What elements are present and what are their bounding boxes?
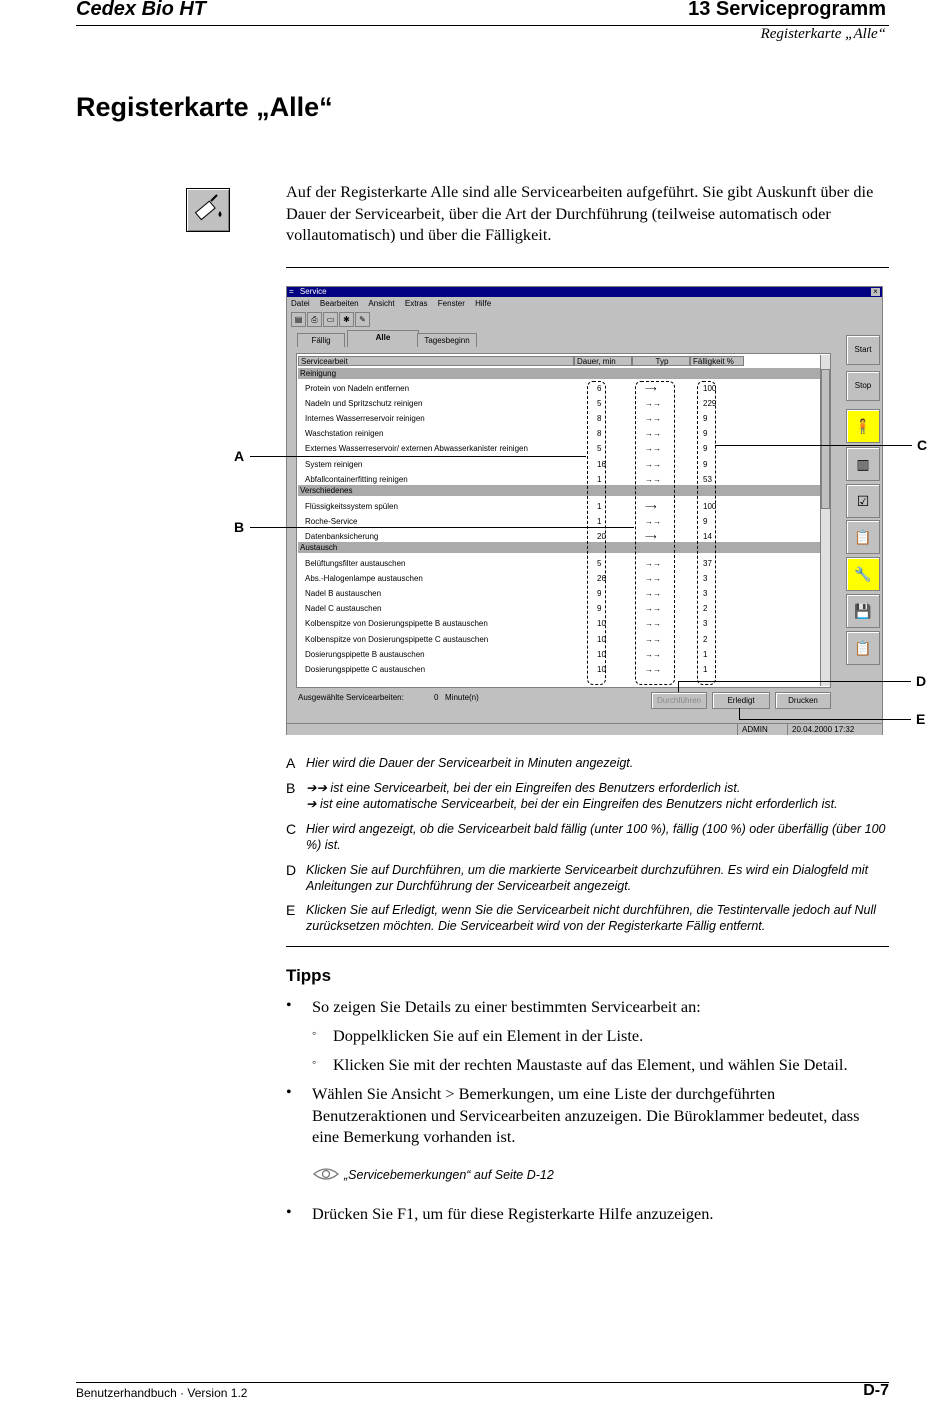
- row-duration: 20: [597, 531, 606, 541]
- header-chapter: 13 Serviceprogramm: [688, 0, 886, 20]
- callout-d-line: [678, 681, 911, 682]
- bullet: •: [286, 1204, 292, 1221]
- bullet: •: [286, 1084, 292, 1101]
- row-duration: 5: [597, 399, 602, 409]
- footer-rule: [76, 1382, 889, 1383]
- row-type: →→: [645, 649, 661, 659]
- footer-manual: Benutzerhandbuch · Version 1.2: [76, 1386, 248, 1400]
- table-row[interactable]: [297, 457, 822, 472]
- row-type: ⟶: [645, 501, 657, 511]
- menu-extras[interactable]: Extras: [404, 299, 428, 308]
- row-duration: 5: [597, 444, 602, 454]
- row-type: →→: [645, 474, 661, 484]
- callout-b-line: [250, 527, 634, 528]
- menu-edit[interactable]: Bearbeiten: [319, 299, 359, 308]
- intro-text: Auf der Registerkarte Alle sind alle Servicearbeiten aufgeführt. Sie gibt Auskunft über die Dauer der Servicearbeit, über die Art der Durchführung (teilweise automatisch oder vollautomatisch) und über die Fälligkeit.: [286, 182, 874, 244]
- row-type: →→: [645, 459, 661, 469]
- bullet: •: [286, 997, 292, 1014]
- cross-reference-link[interactable]: „Servicebemerkungen“ auf Seite D-12: [344, 1168, 554, 1182]
- row-task-name: Dosierungspipette C austauschen: [305, 664, 426, 674]
- service-tool-icon: [186, 188, 230, 232]
- tip-2: Wählen Sie Ansicht > Bemerkungen, um eine Liste der durchgeführten Benutzeraktionen und Servicearbeiten anzuzeigen. Die Büroklammer bedeutet, dass eine Bemerkung vorhanden ist.: [312, 1084, 860, 1146]
- highlight-due-column: [697, 381, 716, 685]
- legend-text: Klicken Sie auf Durchführen, um die markierte Servicearbeit durchzuführen. Es wird ein Dialogfeld mit Anleitungen zur Durchführung der Servicearbeit angezeigt.: [306, 863, 869, 893]
- callout-d: D: [916, 673, 927, 689]
- toolbar-screen-icon[interactable]: ▭: [323, 312, 338, 327]
- row-type: →→: [645, 559, 661, 568]
- start-button[interactable]: Start: [846, 335, 880, 365]
- col-header-due[interactable]: Fälligkeit %: [690, 356, 744, 366]
- section-rule: [286, 267, 889, 268]
- legend-text: Hier wird die Dauer der Servicearbeit in Minuten angezeigt.: [306, 756, 634, 770]
- row-type: →→: [645, 444, 661, 454]
- service-list[interactable]: [296, 353, 831, 688]
- row-task-name: Internes Wasserreservoir reinigen: [305, 414, 425, 424]
- menu-bar: [291, 299, 499, 308]
- legend-text: Hier wird angezeigt, ob die Servicearbeit bald fällig (unter 100 %), fällig (100 %) oder überfällig (über 100 %) ist.: [306, 822, 886, 852]
- callout-c-line: [715, 445, 912, 446]
- row-type: →→: [645, 429, 661, 439]
- row-due: 1: [703, 649, 708, 659]
- sub-bullet: ◦: [312, 1055, 317, 1069]
- legend-text: Klicken Sie auf Erledigt, wenn Sie die Servicearbeit nicht durchführen, die Testintervalle jedoch auf Null zurücksetzen möchten. Die Servicearbeit wird von der Registerkarte Fällig entfernt.: [306, 903, 876, 933]
- service-window-screenshot: [286, 286, 883, 735]
- group-header[interactable]: Verschiedenes: [298, 485, 822, 496]
- row-task-name: Protein von Nadeln entfernen: [305, 384, 410, 393]
- group-header[interactable]: Austausch: [298, 542, 822, 553]
- row-task-name: Roche-Service: [305, 516, 358, 526]
- row-type: →→: [645, 574, 661, 584]
- legend-text: ➔➔ ist eine Servicearbeit, bei der ein Eingreifen des Benutzers erforderlich ist.: [306, 781, 741, 795]
- toolbar-print-icon[interactable]: ⎙: [307, 312, 322, 327]
- row-duration: 10: [597, 664, 606, 674]
- row-type: →→: [645, 664, 661, 674]
- callout-a: A: [234, 448, 245, 464]
- header-subtitle: Registerkarte „Alle“: [760, 26, 886, 42]
- row-duration: 5: [597, 559, 602, 568]
- table-row[interactable]: [297, 411, 822, 426]
- close-icon[interactable]: ×: [871, 288, 880, 296]
- legend-text-2: ➔ ist eine automatische Servicearbeit, bei der ein Eingreifen des Benutzers nicht erforderlich ist.: [306, 797, 838, 811]
- checklist-icon[interactable]: ☑: [846, 484, 880, 518]
- toolbar-chart-icon[interactable]: ▤: [291, 312, 306, 327]
- row-duration: 10: [597, 634, 606, 644]
- col-header-task[interactable]: Servicearbeit: [298, 356, 574, 366]
- row-due: 9: [703, 414, 708, 424]
- row-duration: 1: [597, 516, 602, 526]
- footer-page-number: D-7: [863, 1382, 889, 1399]
- row-task-name: Kolbenspitze von Dosierungspipette B austauschen: [305, 619, 488, 629]
- table-row[interactable]: [297, 441, 822, 456]
- section-rule: [286, 946, 889, 947]
- row-type: →→: [645, 589, 661, 599]
- table-row[interactable]: [297, 571, 822, 586]
- legend-item-a: [286, 755, 889, 771]
- row-due: 100: [703, 501, 717, 511]
- group-header[interactable]: Reinigung: [298, 368, 822, 379]
- row-type: →→: [645, 399, 661, 409]
- row-duration: 8: [597, 429, 602, 439]
- row-due: 9: [703, 516, 708, 526]
- row-duration: 10: [597, 649, 606, 659]
- print-button[interactable]: Drucken: [775, 692, 831, 709]
- toolbar-alert-icon[interactable]: ✱: [339, 312, 354, 327]
- menu-help[interactable]: Hilfe: [475, 299, 492, 308]
- sub-bullet: ◦: [312, 1026, 317, 1040]
- operator-icon[interactable]: 🧍: [846, 409, 880, 443]
- row-duration: 16: [597, 459, 606, 469]
- legend-key: C: [286, 821, 297, 837]
- tip-3: Drücken Sie F1, um für diese Registerkarte Hilfe anzuzeigen.: [312, 1204, 714, 1223]
- table-row[interactable]: [297, 616, 822, 631]
- tips-heading: Tipps: [286, 966, 332, 985]
- table-row[interactable]: [297, 647, 822, 662]
- table-row[interactable]: [297, 586, 822, 601]
- row-task-name: Belüftungsfilter austauschen: [305, 559, 406, 568]
- row-duration: 9: [597, 589, 602, 599]
- row-due: 53: [703, 474, 712, 484]
- tip-1b: Klicken Sie mit der rechten Maustaste auf das Element, und wählen Sie Detail.: [333, 1055, 848, 1074]
- table-row[interactable]: [297, 601, 822, 616]
- done-button[interactable]: Erledigt: [712, 692, 770, 709]
- row-duration: 1: [597, 501, 602, 511]
- legend-key: B: [286, 780, 296, 796]
- row-task-name: Datenbanksicherung: [305, 531, 379, 541]
- row-type: →→: [645, 634, 661, 644]
- legend-item-b: [286, 780, 889, 812]
- row-type: →→: [645, 604, 661, 614]
- tab-alle[interactable]: Alle: [347, 330, 419, 347]
- row-type: ⟶: [645, 384, 657, 393]
- window-titlebar: [287, 287, 882, 297]
- callout-e: E: [916, 711, 926, 727]
- row-due: 9: [703, 429, 708, 439]
- service-tool-button-icon[interactable]: 🔧: [846, 557, 880, 591]
- execute-button[interactable]: Durchführen: [651, 692, 707, 709]
- tab-tagesbeginn[interactable]: Tagesbeginn: [417, 333, 477, 347]
- legend-item-c: [286, 821, 889, 853]
- row-due: 100: [703, 384, 717, 393]
- selected-tasks-value: 0: [434, 693, 439, 702]
- table-row[interactable]: [297, 426, 822, 441]
- row-due: 9: [703, 459, 708, 469]
- header-product: Cedex Bio HT: [76, 0, 207, 20]
- menu-window[interactable]: Fenster: [437, 299, 465, 308]
- callout-d-tick: [678, 681, 679, 692]
- row-type: →→: [645, 516, 661, 526]
- row-due: 1: [703, 664, 708, 674]
- window-menu-icon[interactable]: =: [289, 287, 294, 296]
- callout-a-line: [250, 456, 586, 457]
- row-due: 2: [703, 604, 708, 614]
- selected-tasks-unit: Minute(n): [445, 693, 479, 702]
- table-row[interactable]: [297, 381, 822, 396]
- save-disk-icon[interactable]: 💾: [846, 594, 880, 628]
- row-task-name: Abfallcontainerfitting reinigen: [305, 474, 408, 484]
- legend-key: D: [286, 862, 297, 878]
- row-task-name: Flüssigkeitssystem spülen: [305, 501, 398, 511]
- highlight-duration-column: [587, 381, 606, 685]
- row-task-name: Waschstation reinigen: [305, 429, 384, 439]
- status-bar: [287, 723, 882, 735]
- tab-faellig[interactable]: Fällig: [297, 333, 345, 347]
- row-task-name: Externes Wasserreservoir/ externen Abwasserkanister reinigen: [305, 444, 528, 454]
- scrollbar-thumb[interactable]: [821, 369, 830, 509]
- legend-item-d: [286, 862, 889, 894]
- row-task-name: Nadel B austauschen: [305, 589, 382, 599]
- tip-1: So zeigen Sie Details zu einer bestimmten Servicearbeit an:: [312, 997, 701, 1016]
- row-duration: 6: [597, 384, 602, 393]
- table-row[interactable]: [297, 632, 822, 647]
- callout-c: C: [917, 437, 928, 453]
- table-row[interactable]: [297, 662, 822, 677]
- row-due: 229: [703, 399, 717, 409]
- row-type: ⟶: [645, 531, 657, 541]
- row-due: 37: [703, 559, 712, 568]
- legend-key: A: [286, 755, 296, 771]
- table-row[interactable]: [297, 556, 822, 571]
- status-datetime: 20.04.2000 17:32: [787, 724, 854, 735]
- vertical-scrollbar[interactable]: [820, 355, 830, 686]
- page-title: Registerkarte „Alle“: [76, 92, 333, 122]
- legend-key: E: [286, 902, 296, 918]
- row-duration: 10: [597, 619, 606, 629]
- menu-view[interactable]: Ansicht: [368, 299, 395, 308]
- status-user: ADMIN: [737, 724, 786, 735]
- row-task-name: Abs.-Halogenlampe austauschen: [305, 574, 423, 584]
- tip-1a: Doppelklicken Sie auf ein Element in der Liste.: [333, 1026, 644, 1045]
- table-row[interactable]: [297, 396, 822, 411]
- legend-item-e: [286, 902, 889, 934]
- row-type: →→: [645, 619, 661, 629]
- rack-icon[interactable]: ▥: [846, 447, 880, 481]
- row-task-name: Nadeln und Spritzschutz reinigen: [305, 399, 423, 409]
- row-duration: 9: [597, 604, 602, 614]
- callout-e-line: [739, 719, 911, 720]
- col-header-duration[interactable]: Dauer, min: [574, 356, 632, 366]
- clipboard-icon[interactable]: 📋: [846, 631, 880, 665]
- callout-b: B: [234, 519, 245, 535]
- row-due: 9: [703, 444, 708, 454]
- row-due: 3: [703, 574, 708, 584]
- row-due: 3: [703, 589, 708, 599]
- callout-e-tick: [739, 708, 740, 719]
- window-title: Service: [299, 287, 327, 296]
- row-due: 3: [703, 619, 708, 629]
- document-view-icon[interactable]: 📋: [846, 520, 880, 554]
- row-duration: 26: [597, 574, 606, 584]
- row-due: 2: [703, 634, 708, 644]
- col-header-type[interactable]: Typ: [632, 356, 690, 366]
- row-task-name: System reinigen: [305, 459, 363, 469]
- row-due: 14: [703, 531, 712, 541]
- selected-tasks-label: Ausgewählte Servicearbeiten:: [298, 693, 404, 702]
- row-task-name: Nadel C austauschen: [305, 604, 382, 614]
- row-type: →→: [645, 414, 661, 424]
- eye-icon: [313, 1167, 339, 1186]
- table-row[interactable]: [297, 499, 822, 514]
- highlight-type-column: [635, 381, 675, 685]
- stop-button[interactable]: Stop: [846, 371, 880, 401]
- menu-file[interactable]: Datei: [291, 299, 310, 308]
- row-task-name: Dosierungspipette B austauschen: [305, 649, 425, 659]
- row-duration: 8: [597, 414, 602, 424]
- row-task-name: Kolbenspitze von Dosierungspipette C austauschen: [305, 634, 489, 644]
- toolbar-notes-icon[interactable]: ✎: [355, 312, 370, 327]
- row-duration: 1: [597, 474, 602, 484]
